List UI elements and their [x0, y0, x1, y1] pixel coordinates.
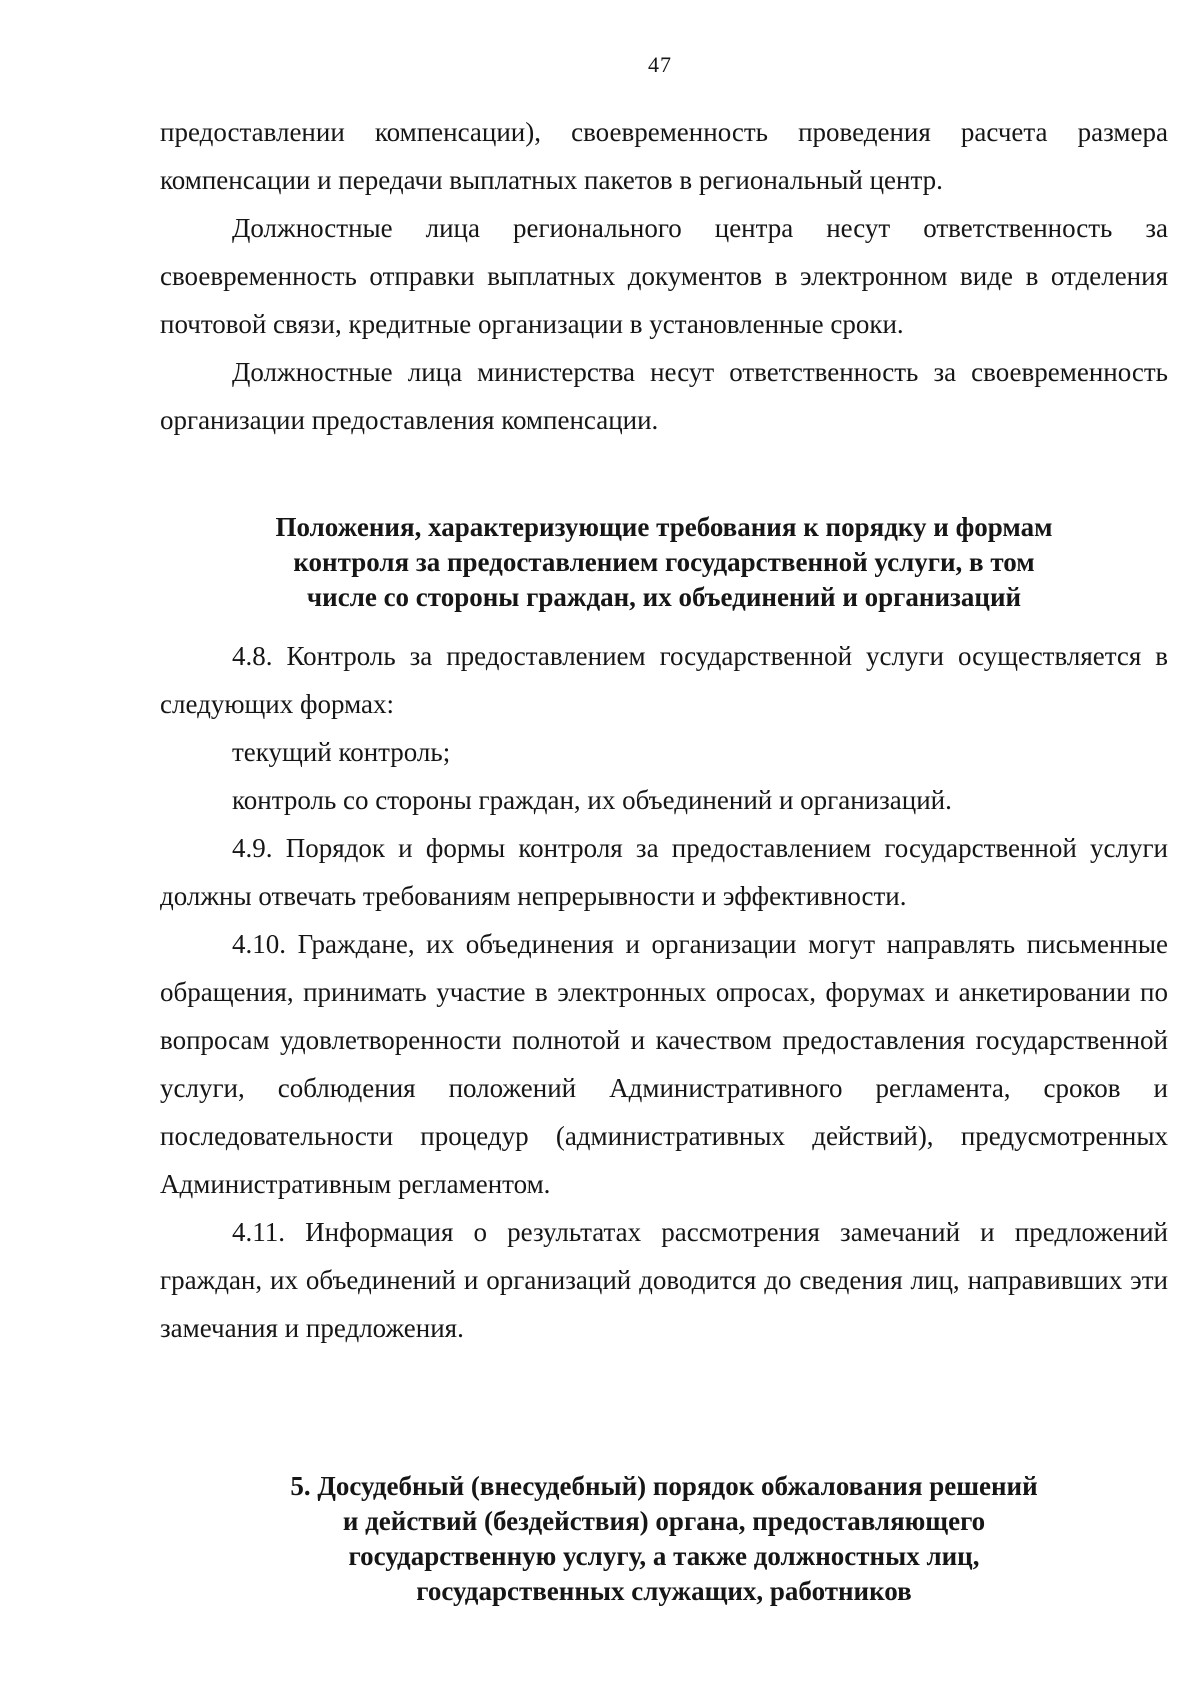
section-heading-control: [160, 510, 1168, 615]
heading-line: 5. Досудебный (внесудебный) порядок обжалования решений: [290, 1471, 1038, 1501]
paragraph-regional-center-responsibility: Должностные лица регионального центра несут ответственность за своевременность отправки выплатных документов в электронном виде в отделения почтовой связи, кредитные организации в установленные сроки.: [160, 213, 1168, 339]
section-5-heading: [160, 1469, 1168, 1609]
heading-line: числе со стороны граждан, их объединений и организаций: [306, 582, 1022, 612]
control-form-item: текущий контроль;: [232, 737, 451, 767]
page-number: 47: [648, 52, 672, 77]
control-form-item: контроль со стороны граждан, их объединений и организаций.: [232, 785, 952, 815]
heading-line: Положения, характеризующие требования к порядку и формам: [275, 512, 1053, 542]
heading-line: государственную услугу, а также должностных лиц,: [348, 1541, 980, 1571]
heading-line: государственных служащих, работников: [416, 1576, 912, 1606]
paragraph-4-8: 4.8. Контроль за предоставлением государственной услуги осуществляется в следующих формах:: [160, 641, 1168, 719]
paragraph-4-11: 4.11. Информация о результатах рассмотрения замечаний и предложений граждан, их объединений и организаций доводится до сведения лиц, направивших эти замечания и предложения.: [160, 1217, 1168, 1343]
paragraph-4-10: 4.10. Граждане, их объединения и организации могут направлять письменные обращения, принимать участие в электронных опросах, форумах и анкетировании по вопросам удовлетворенности полнотой и качеством предоставления государственной услуги, соблюдения положений Административного регламента, сроков и последовательности процедур (административных действий), предусмотренных Административным регламентом.: [160, 929, 1168, 1199]
paragraph-ministry-responsibility: Должностные лица министерства несут ответственность за своевременность организации предоставления компенсации.: [160, 357, 1168, 435]
heading-line: и действий (бездействия) органа, предоставляющего: [342, 1506, 986, 1536]
paragraph-compensation-continued: предоставлении компенсации), своевременность проведения расчета размера компенсации и передачи выплатных пакетов в региональный центр.: [160, 117, 1168, 195]
paragraph-4-9: 4.9. Порядок и формы контроля за предоставлением государственной услуги должны отвечать требованиям непрерывности и эффективности.: [160, 833, 1168, 911]
section-control-text: [160, 632, 1168, 1352]
section-4-text-continued: [160, 108, 1168, 444]
heading-line: контроля за предоставлением государственной услуги, в том: [293, 547, 1035, 577]
